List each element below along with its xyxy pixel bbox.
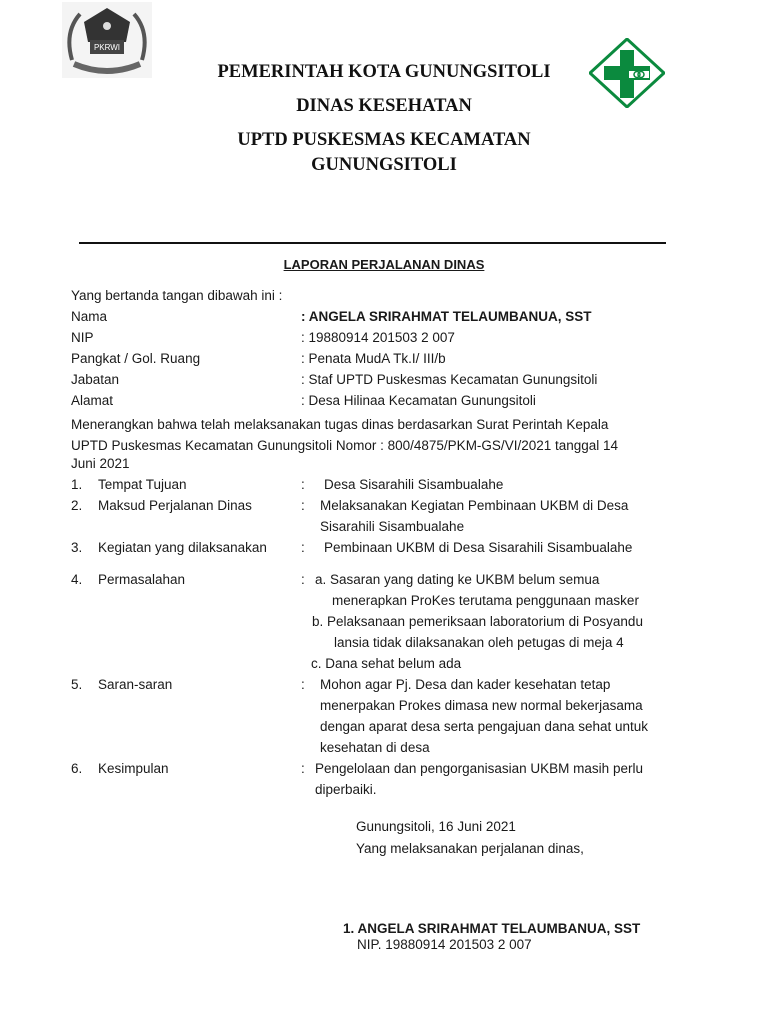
header-divider [79, 242, 666, 244]
item-4-a-line-1: a. Sasaran yang dating ke UKBM belum semua [315, 572, 600, 587]
item-5-line-2: menerpakan Prokes dimasa new normal bekerjasama [320, 698, 643, 713]
item-5-colon: : [301, 677, 305, 692]
item-6-colon: : [301, 761, 305, 776]
item-4-number: 4. [71, 572, 83, 587]
signature-role: Yang melaksanakan perjalanan dinas, [356, 841, 584, 856]
emblem-text: PKRWI [93, 43, 121, 52]
item-5-label: Saran-saran [98, 677, 173, 692]
item-5-number: 5. [71, 677, 83, 692]
position-label: Jabatan [71, 372, 120, 387]
item-1-label: Tempat Tujuan [98, 477, 187, 492]
item-3-label: Kegiatan yang dilaksanakan [98, 540, 267, 555]
item-1-value: Desa Sisarahili Sisambualahe [324, 477, 504, 492]
item-4-b-line-2: lansia tidak dilaksanakan oleh petugas di meja 4 [334, 635, 624, 650]
item-4-a-line-2: menerapkan ProKes terutama penggunaan masker [332, 593, 639, 608]
item-4-colon: : [301, 572, 305, 587]
statement-line-2: UPTD Puskesmas Kecamatan Gunungsitoli Nomor : 800/4875/PKM-GS/VI/2021 tanggal 14 [71, 438, 619, 453]
signature-name: 1. ANGELA SRIRAHMAT TELAUMBANUA, SST [343, 921, 641, 936]
item-2-number: 2. [71, 498, 83, 513]
item-6-number: 6. [71, 761, 83, 776]
item-5-line-1: Mohon agar Pj. Desa dan kader kesehatan tetap [320, 677, 611, 692]
signature-place-date: Gunungsitoli, 16 Juni 2021 [356, 819, 516, 834]
name-label: Nama [71, 309, 108, 324]
intro-text: Yang bertanda tangan dibawah ini : [71, 288, 283, 303]
item-5-line-4: kesehatan di desa [320, 740, 430, 755]
header-government: PEMERINTAH KOTA GUNUNGSITOLI [217, 62, 551, 82]
item-4-c: c. Dana sehat belum ada [311, 656, 462, 671]
item-6-label: Kesimpulan [98, 761, 169, 776]
item-2-value-line-1: Melaksanakan Kegiatan Pembinaan UKBM di Desa [320, 498, 629, 513]
header-department: DINAS KESEHATAN [296, 96, 472, 116]
document-title: LAPORAN PERJALANAN DINAS [283, 257, 485, 272]
statement-line-3: Juni 2021 [71, 456, 130, 471]
address-value: : Desa Hilinaa Kecamatan Gunungsitoli [301, 393, 536, 408]
rank-label: Pangkat / Gol. Ruang [71, 351, 201, 366]
item-6-line-1: Pengelolaan dan pengorganisasian UKBM masih perlu [315, 761, 643, 776]
item-2-colon: : [301, 498, 305, 513]
signature-nip: NIP. 19880914 201503 2 007 [357, 937, 532, 952]
rank-value: : Penata MudA Tk.I/ III/b [301, 351, 446, 366]
item-2-label: Maksud Perjalanan Dinas [98, 498, 252, 513]
statement-line-1: Menerangkan bahwa telah melaksanakan tugas dinas berdasarkan Surat Perintah Kepala [71, 417, 609, 432]
item-3-number: 3. [71, 540, 83, 555]
nip-value: : 19880914 201503 2 007 [301, 330, 455, 345]
position-value: : Staf UPTD Puskesmas Kecamatan Gunungsitoli [301, 372, 598, 387]
nip-label: NIP [71, 330, 94, 345]
header-unit: UPTD PUSKESMAS KECAMATAN [237, 130, 531, 150]
item-6-line-2: diperbaiki. [315, 782, 377, 797]
item-3-colon: : [301, 540, 305, 555]
address-label: Alamat [71, 393, 114, 408]
item-2-value-line-2: Sisarahili Sisambualahe [320, 519, 465, 534]
item-1-number: 1. [71, 477, 83, 492]
name-value: : ANGELA SRIRAHMAT TELAUMBANUA, SST [301, 309, 592, 324]
item-5-line-3: dengan aparat desa serta pengajuan dana sehat untuk [320, 719, 649, 734]
item-3-value: Pembinaan UKBM di Desa Sisarahili Sisambualahe [324, 540, 633, 555]
header-location: GUNUNGSITOLI [311, 155, 457, 175]
item-1-colon: : [301, 477, 305, 492]
item-4-b-line-1: b. Pelaksanaan pemeriksaan laboratorium di Posyandu [312, 614, 643, 629]
item-4-label: Permasalahan [98, 572, 186, 587]
